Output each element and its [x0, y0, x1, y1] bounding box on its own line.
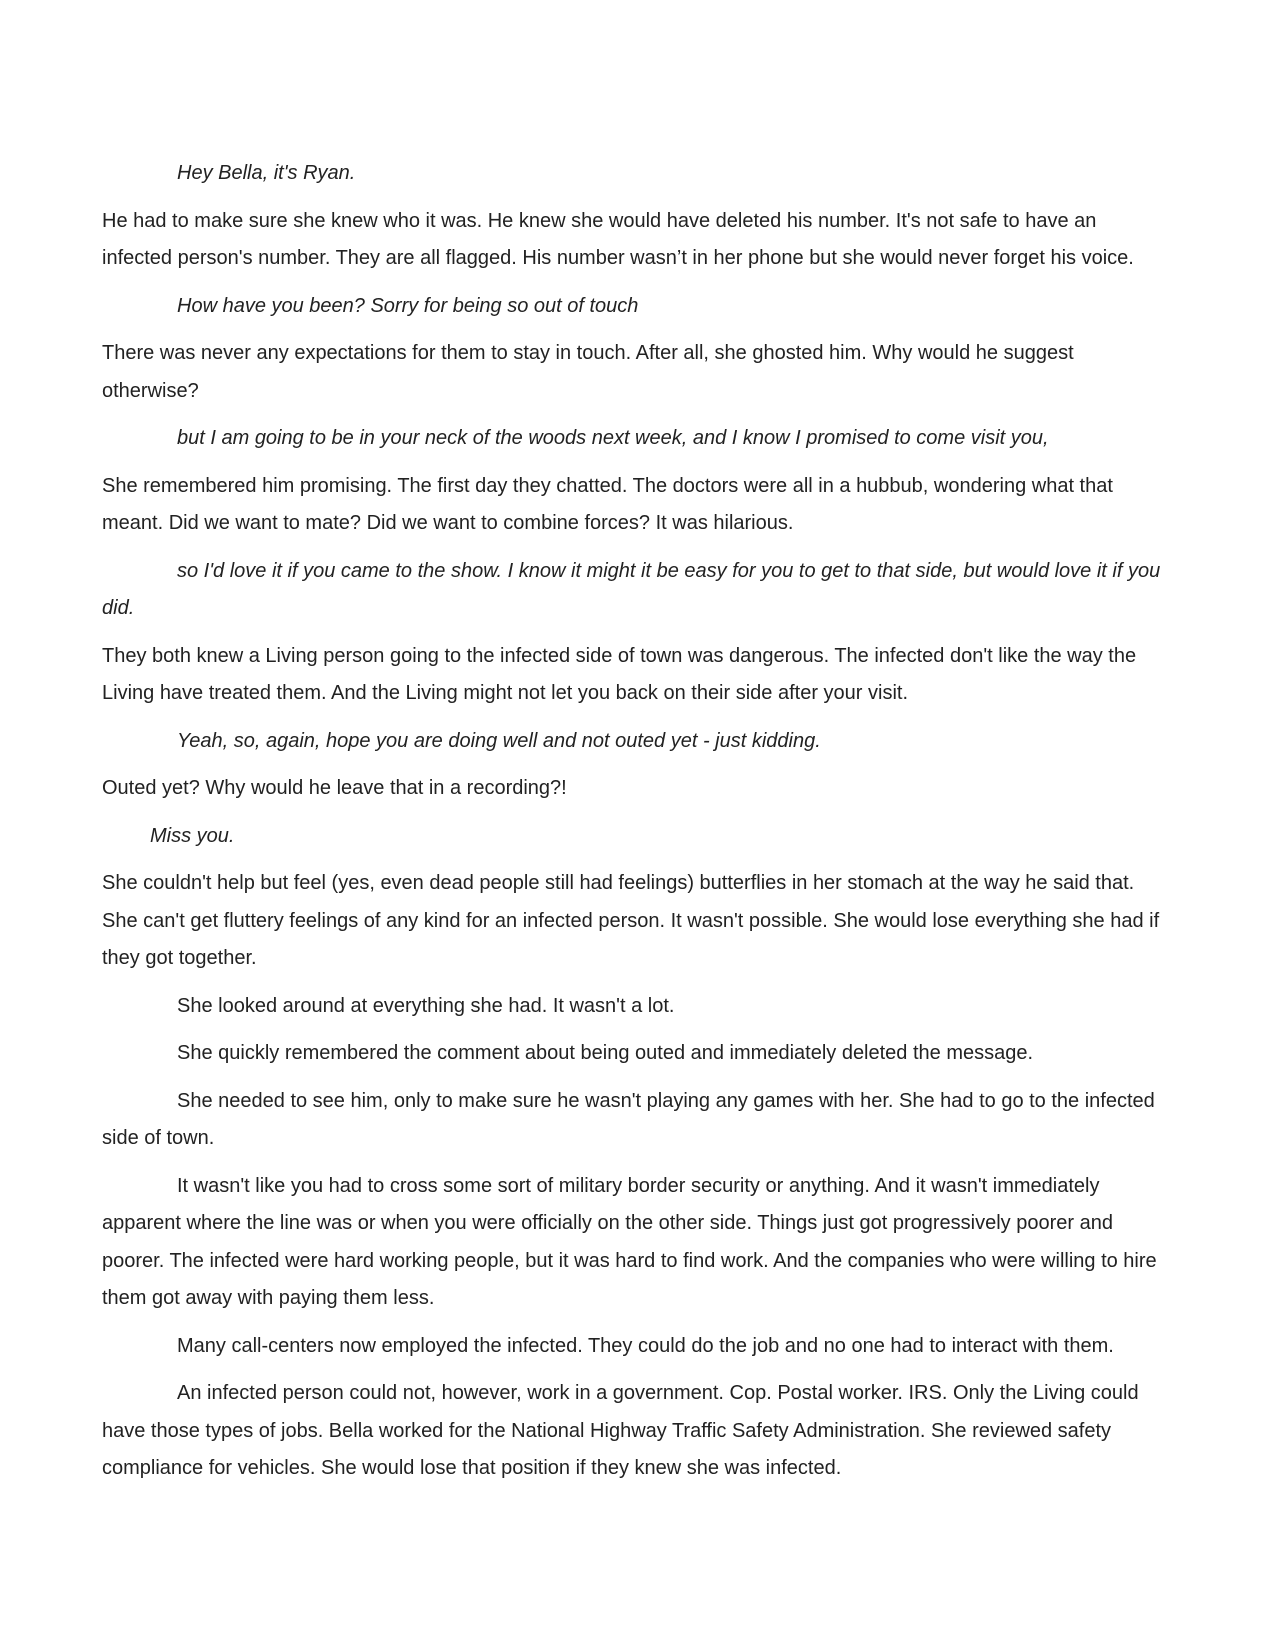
narrative-paragraph: Many call-centers now employed the infected. They could do the job and no one had to interact with them.: [177, 1334, 1114, 1357]
narrative-paragraph: There was never any expectations for them to stay in touch. After all, she ghosted him. Why would he suggest otherwise?: [102, 342, 1074, 402]
narrative-paragraph: She remembered him promising. The first day they chatted. The doctors were all in a hubbub, wondering what that meant. Did we want to mate? Did we want to combine forces? It was hilarious.: [102, 474, 1113, 534]
narrative-paragraph: He had to make sure she knew who it was. He knew she would have deleted his number. It's not safe to have an infected person's number. They are all flagged. His number wasn’t in her phone but she would never forget his voice.: [102, 209, 1134, 269]
voicemail-line: Miss you.: [150, 824, 235, 847]
document-body: [102, 155, 1167, 1498]
narrative-paragraph: An infected person could not, however, work in a government. Cop. Postal worker. IRS. Only the Living could have those types of jobs. Bella worked for the National Highway Traffic Safety Administration. She reviewed safety compliance for vehicles. She would lose that position if they knew she was infected.: [102, 1382, 1139, 1479]
narrative-paragraph: She needed to see him, only to make sure he wasn't playing any games with her. She had to go to the infected side of town.: [102, 1089, 1155, 1149]
narrative-paragraph: They both knew a Living person going to the infected side of town was dangerous. The infected don't like the way the Living have treated them. And the Living might not let you back on their side after your visit.: [102, 644, 1137, 704]
narrative-paragraph: She quickly remembered the comment about being outed and immediately deleted the message.: [177, 1042, 1034, 1064]
voicemail-line: Yeah, so, again, hope you are doing well and not outed yet - just kidding.: [177, 729, 821, 752]
voicemail-line: so I'd love it if you came to the show. I know it might it be easy for you to get to that side, but would love it if you did.: [102, 559, 1161, 619]
voicemail-line: How have you been? Sorry for being so out of touch: [177, 294, 639, 317]
narrative-paragraph: She couldn't help but feel (yes, even dead people still had feelings) butterflies in her stomach at the way he said that. She can't get fluttery feelings of any kind for an infected person. It wasn't possible. She would lose everything she had if they got together.: [102, 872, 1160, 969]
narrative-paragraph: Outed yet? Why would he leave that in a recording?!: [102, 777, 567, 799]
voicemail-line: Hey Bella, it's Ryan.: [177, 162, 356, 184]
voicemail-line: but I am going to be in your neck of the woods next week, and I know I promised to come visit you,: [177, 427, 1049, 449]
narrative-paragraph: She looked around at everything she had. It wasn't a lot.: [177, 994, 675, 1017]
narrative-paragraph: It wasn't like you had to cross some sort of military border security or anything. And it wasn't immediately apparent where the line was or when you were officially on the other side. Things just got progressively poorer and poorer. The infected were hard working people, but it was hard to find work. And the companies who were willing to hire them got away with paying them less.: [102, 1174, 1157, 1309]
